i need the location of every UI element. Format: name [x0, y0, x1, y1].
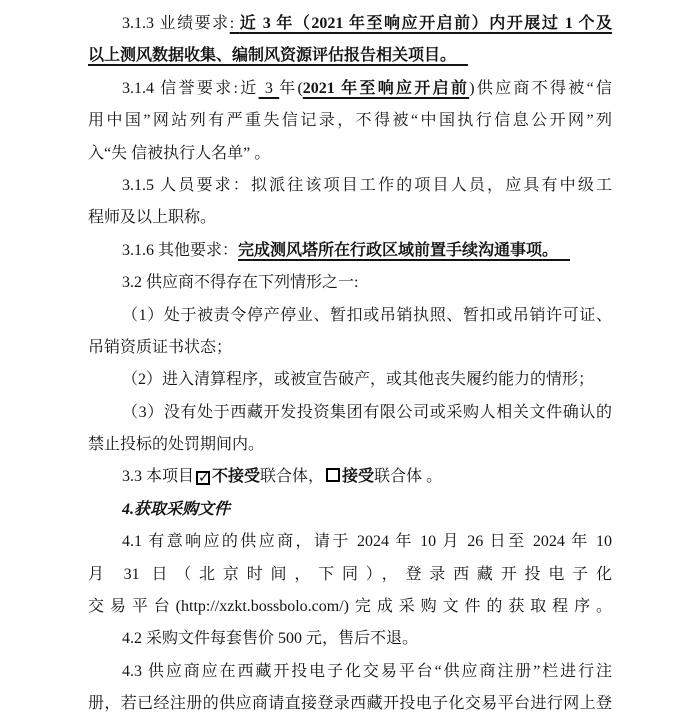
text-segment: 禁止投标的处罚期间内。: [88, 436, 265, 454]
text-segment: 3: [258, 79, 280, 97]
text-segment: 2021 年至响应开启前: [302, 79, 470, 97]
text-segment: 3.1.6 其他要求：: [122, 241, 239, 259]
text-segment: 不接受: [212, 468, 261, 486]
text-segment: 3.1.4 信誉要求:近: [122, 79, 259, 97]
text-segment: [558, 242, 570, 259]
text-segment: )供应商不得被“信: [469, 79, 612, 97]
text-segment: [456, 47, 468, 64]
text-segment: （1）处于被责令停产停业、暂扣或吊销执照、暂扣或吊销许可证、: [122, 306, 612, 324]
text-line: [88, 494, 612, 526]
text-line: [88, 73, 612, 105]
text-line: [88, 170, 612, 202]
text-line: [88, 235, 612, 267]
text-segment: 近 3 年（2021 年至响应开启前）内开展过 1 个及: [239, 15, 612, 32]
text-segment: 交易平台(: [88, 598, 181, 616]
text-segment: 用中国”网站列有严重失信记录，不得被“中国执行信息公开网”列: [88, 112, 612, 130]
text-line: [88, 300, 612, 332]
text-segment: 3.1.5 人员要求：拟派往该项目工作的项目人员，应具有中级工: [122, 176, 612, 194]
text-segment: 月 31 日（北京时间，下同），登录西藏开投电子化: [88, 565, 612, 583]
text-line: [88, 526, 612, 558]
text-segment: 程师及以上职称。: [88, 209, 217, 227]
text-line: [88, 656, 612, 688]
text-segment: 4.获取采购文件: [122, 500, 231, 518]
text-line: [88, 8, 612, 40]
text-segment: 年(: [279, 79, 303, 97]
text-line: [88, 267, 612, 299]
text-line: [88, 559, 612, 591]
text-segment: 联合体，: [260, 468, 325, 486]
text-segment: :: [229, 15, 240, 32]
text-segment: 接受: [342, 468, 375, 486]
text-line: [88, 397, 612, 429]
text-line: [88, 105, 612, 137]
text-segment: 4.2 采购文件每套售价 500 元，售后不退。: [122, 630, 419, 648]
text-line: [88, 591, 612, 623]
text-segment: 完成测风塔所在行政区域前置手续沟通事项。: [238, 241, 559, 259]
text-line: [88, 429, 612, 461]
text-segment: （3）没有处于西藏开发投资集团有限公司或采购人相关文件确认的: [122, 403, 612, 421]
checkbox-checked-icon: ✓: [198, 470, 210, 487]
text-line: [88, 332, 612, 364]
text-segment: )完成采购文件的获取程序。: [343, 598, 612, 616]
text-segment: 入“失 信被执行人名单” 。: [88, 144, 271, 162]
text-line: [88, 688, 612, 720]
text-line: [88, 202, 612, 234]
text-line: [88, 461, 612, 493]
text-segment: 3.1.3 业绩要求: [122, 15, 230, 32]
text-line: [88, 138, 612, 170]
text-segment: 3.2 供应商不得存在下列情形之一:: [122, 274, 359, 292]
text-segment: 4.3 供应商应在西藏开投电子化交易平台“供应商注册”栏进行注: [122, 662, 612, 680]
text-segment: 以上测风数据收集、编制风资源评估报告相关项目。: [88, 47, 457, 65]
text-segment: 4.1 有意响应的供应商，请于 2024 年 10 月 26 日至 2024 年 10: [122, 533, 612, 551]
text-line: [88, 623, 612, 655]
text-segment: 册，若已经注册的供应商请直接登录西藏开投电子化交易平台进行网上登: [88, 695, 612, 713]
checkbox-unchecked-icon: [326, 468, 340, 482]
text-segment: 吊销资质证书状态；: [88, 338, 233, 356]
text-line: [88, 364, 612, 396]
platform-url: http://xzkt.bossbolo.com/: [181, 598, 344, 616]
text-line: [88, 40, 612, 72]
text-segment: 3.3 本项目: [122, 468, 195, 486]
document-body: [88, 8, 612, 721]
text-segment: 联合体 。: [374, 468, 443, 486]
text-segment: （2）进入清算程序，或被宣告破产，或其他丧失履约能力的情形；: [122, 371, 595, 389]
